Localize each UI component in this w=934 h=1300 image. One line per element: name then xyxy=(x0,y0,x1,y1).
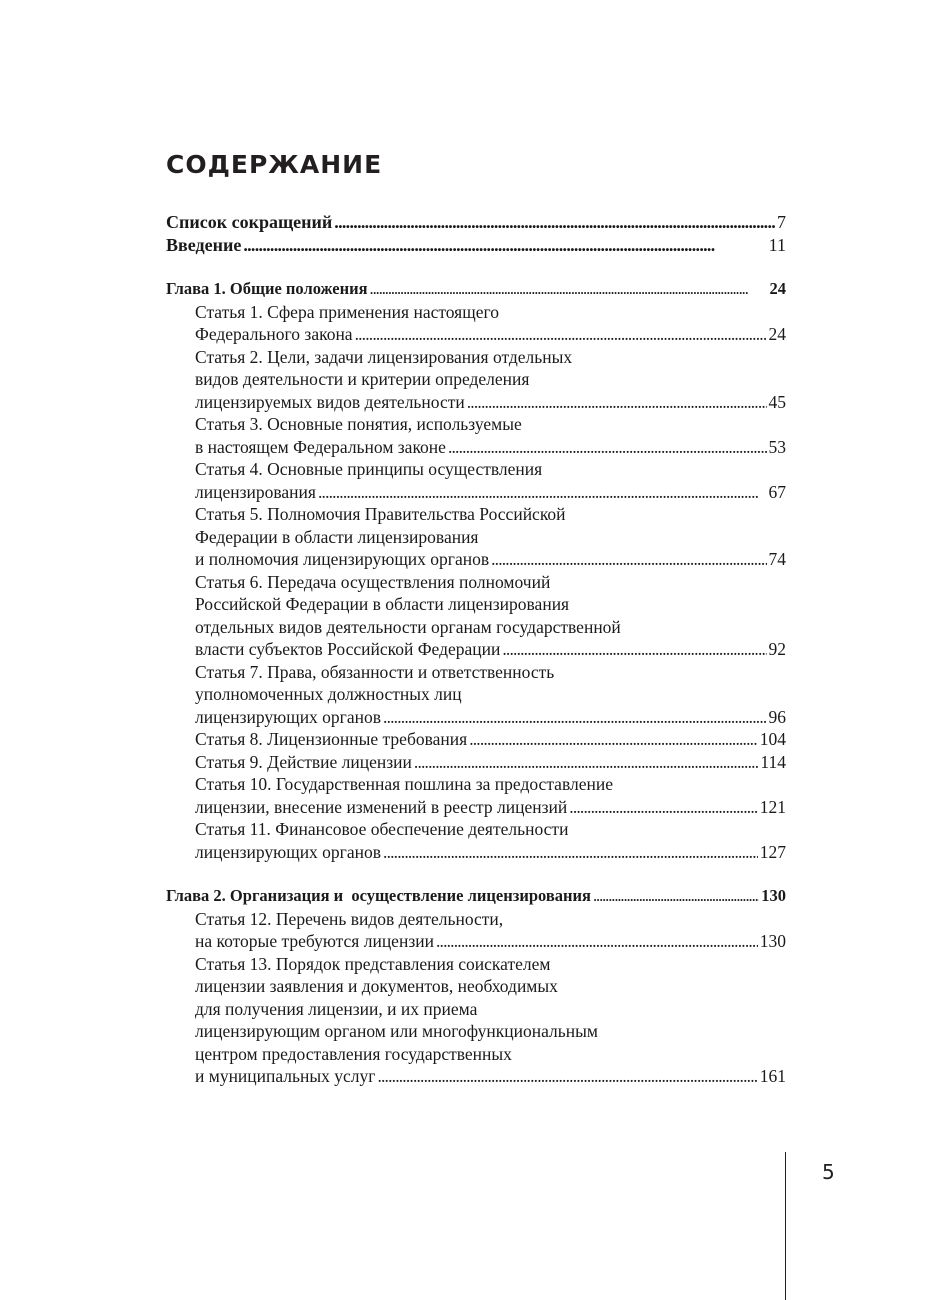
toc-line-text: Российской Федерации в области лицензирования xyxy=(195,594,570,614)
toc-article-9[interactable] xyxy=(166,751,786,774)
toc-page-number: 104 xyxy=(759,729,786,749)
toc-chapter-1[interactable] xyxy=(166,278,786,301)
toc-line-text: в настоящем Федеральном законе xyxy=(195,436,446,457)
dot-leader xyxy=(355,323,767,346)
toc-page-number: 11 xyxy=(768,234,786,255)
toc-line-text: Статья 5. Полномочия Правительства Российской xyxy=(195,504,566,524)
page-title: СОДЕРЖАНИЕ xyxy=(166,150,383,179)
toc-page-number: 127 xyxy=(759,841,786,862)
toc-line-text: Статья 11. Финансовое обеспечение деятельности xyxy=(195,819,569,839)
toc-page-number: 130 xyxy=(761,886,786,905)
dot-leader xyxy=(383,706,766,729)
toc-chapter-2[interactable] xyxy=(166,885,786,908)
dot-leader xyxy=(370,278,768,301)
toc-line-text: лицензии, внесение изменений в реестр лицензий xyxy=(195,796,568,817)
folio-rule xyxy=(785,1152,786,1300)
toc-page-number: 92 xyxy=(768,639,786,659)
toc-page-number: 130 xyxy=(759,931,786,951)
dot-leader xyxy=(436,930,758,953)
toc-line-text: лицензирующих органов xyxy=(195,841,382,862)
toc-page-number: 96 xyxy=(768,706,786,727)
toc-page-number: 24 xyxy=(768,324,786,344)
toc-line-text: Статья 7. Права, обязанности и ответственность xyxy=(195,661,555,682)
dot-leader xyxy=(334,211,775,234)
toc-line-text: Статья 1. Сфера применения настоящего xyxy=(195,301,499,322)
page-number: 5 xyxy=(822,1160,835,1184)
toc-chapter-title: Глава 1. Общие положения xyxy=(166,279,368,298)
toc-entry-text: Введение xyxy=(166,234,242,255)
toc-page-number: 161 xyxy=(759,1066,786,1086)
toc-entry-text: Список сокращений xyxy=(166,212,333,232)
toc-chapter-title: Глава 2. Организация и осуществление лицензирования xyxy=(166,886,591,905)
dot-leader xyxy=(502,638,766,661)
toc-page-number: 24 xyxy=(769,279,786,298)
toc-line-text: Статья 13. Порядок представления соискателем xyxy=(195,953,551,974)
toc-line-text: Статья 3. Основные понятия, используемые xyxy=(195,414,522,434)
toc-article-13[interactable] xyxy=(166,953,786,1088)
toc-article-4[interactable] xyxy=(166,458,786,503)
toc-line-text: Статья 12. Перечень видов деятельности, xyxy=(195,908,504,929)
toc-line-text: лицензирующих органов xyxy=(195,706,382,727)
toc-article-10[interactable] xyxy=(166,773,786,818)
toc-page-number: 53 xyxy=(768,436,786,457)
toc-article-2[interactable] xyxy=(166,346,786,414)
toc-article-11[interactable] xyxy=(166,818,786,863)
dot-leader xyxy=(469,728,758,751)
dot-leader xyxy=(491,548,766,571)
toc-line-text: лицензирования xyxy=(195,481,316,502)
toc-page-number: 7 xyxy=(777,212,786,232)
dot-leader xyxy=(414,751,759,774)
dot-leader xyxy=(448,436,767,459)
toc-line-text: видов деятельности и критерии определения xyxy=(195,369,530,389)
toc-article-3[interactable] xyxy=(166,413,786,458)
dot-leader xyxy=(593,885,759,908)
toc-article-12[interactable] xyxy=(166,908,786,953)
toc-line-text: Федерального закона xyxy=(195,324,353,344)
toc-line-text: центром предоставления государственных xyxy=(195,1043,512,1064)
toc-line-text: Статья 8. Лицензионные требования xyxy=(195,729,468,749)
toc-line-text: Статья 4. Основные принципы осуществления xyxy=(195,459,543,479)
toc-line-text: для получения лицензии, и их приема xyxy=(195,998,478,1019)
dot-leader xyxy=(569,796,757,819)
toc-page-number: 67 xyxy=(768,481,786,502)
dot-leader xyxy=(243,234,766,257)
toc-article-6[interactable] xyxy=(166,571,786,661)
toc-line-text: Статья 2. Цели, задачи лицензирования отдельных xyxy=(195,346,573,367)
dot-leader xyxy=(383,841,758,864)
toc-article-1[interactable] xyxy=(166,301,786,346)
toc-page-number: 121 xyxy=(759,796,786,817)
toc-line-text: Статья 9. Действие лицензии xyxy=(195,751,412,772)
dot-leader xyxy=(318,481,767,504)
toc-entry-introduction[interactable] xyxy=(166,234,786,257)
toc-entry-abbreviations[interactable] xyxy=(166,211,786,234)
toc-article-8[interactable] xyxy=(166,728,786,751)
toc-line-text: Статья 6. Передача осуществления полномочий xyxy=(195,571,551,592)
toc-line-text: лицензии заявления и документов, необходимых xyxy=(195,976,558,996)
toc-page-number: 114 xyxy=(760,751,786,772)
toc-line-text: на которые требуются лицензии xyxy=(195,931,434,951)
dot-leader xyxy=(467,391,767,414)
toc-line-text: лицензирующим органом или многофункциональным xyxy=(195,1021,598,1041)
toc-article-5[interactable] xyxy=(166,503,786,571)
toc-line-text: и полномочия лицензирующих органов xyxy=(195,549,490,569)
toc-page-number: 45 xyxy=(768,391,786,412)
toc-line-text: уполномоченных должностных лиц xyxy=(195,684,462,704)
toc-line-text: лицензируемых видов деятельности xyxy=(195,391,465,412)
toc-line-text: и муниципальных услуг xyxy=(195,1066,376,1086)
toc-line-text: Федерации в области лицензирования xyxy=(195,526,479,547)
toc-line-text: Статья 10. Государственная пошлина за предоставление xyxy=(195,774,613,794)
toc-line-text: власти субъектов Российской Федерации xyxy=(195,639,501,659)
toc-line-text: отдельных видов деятельности органам государственной xyxy=(195,616,621,637)
toc-page-number: 74 xyxy=(768,549,786,569)
table-of-contents xyxy=(166,211,786,1088)
dot-leader xyxy=(377,1065,757,1088)
toc-article-7[interactable] xyxy=(166,661,786,729)
